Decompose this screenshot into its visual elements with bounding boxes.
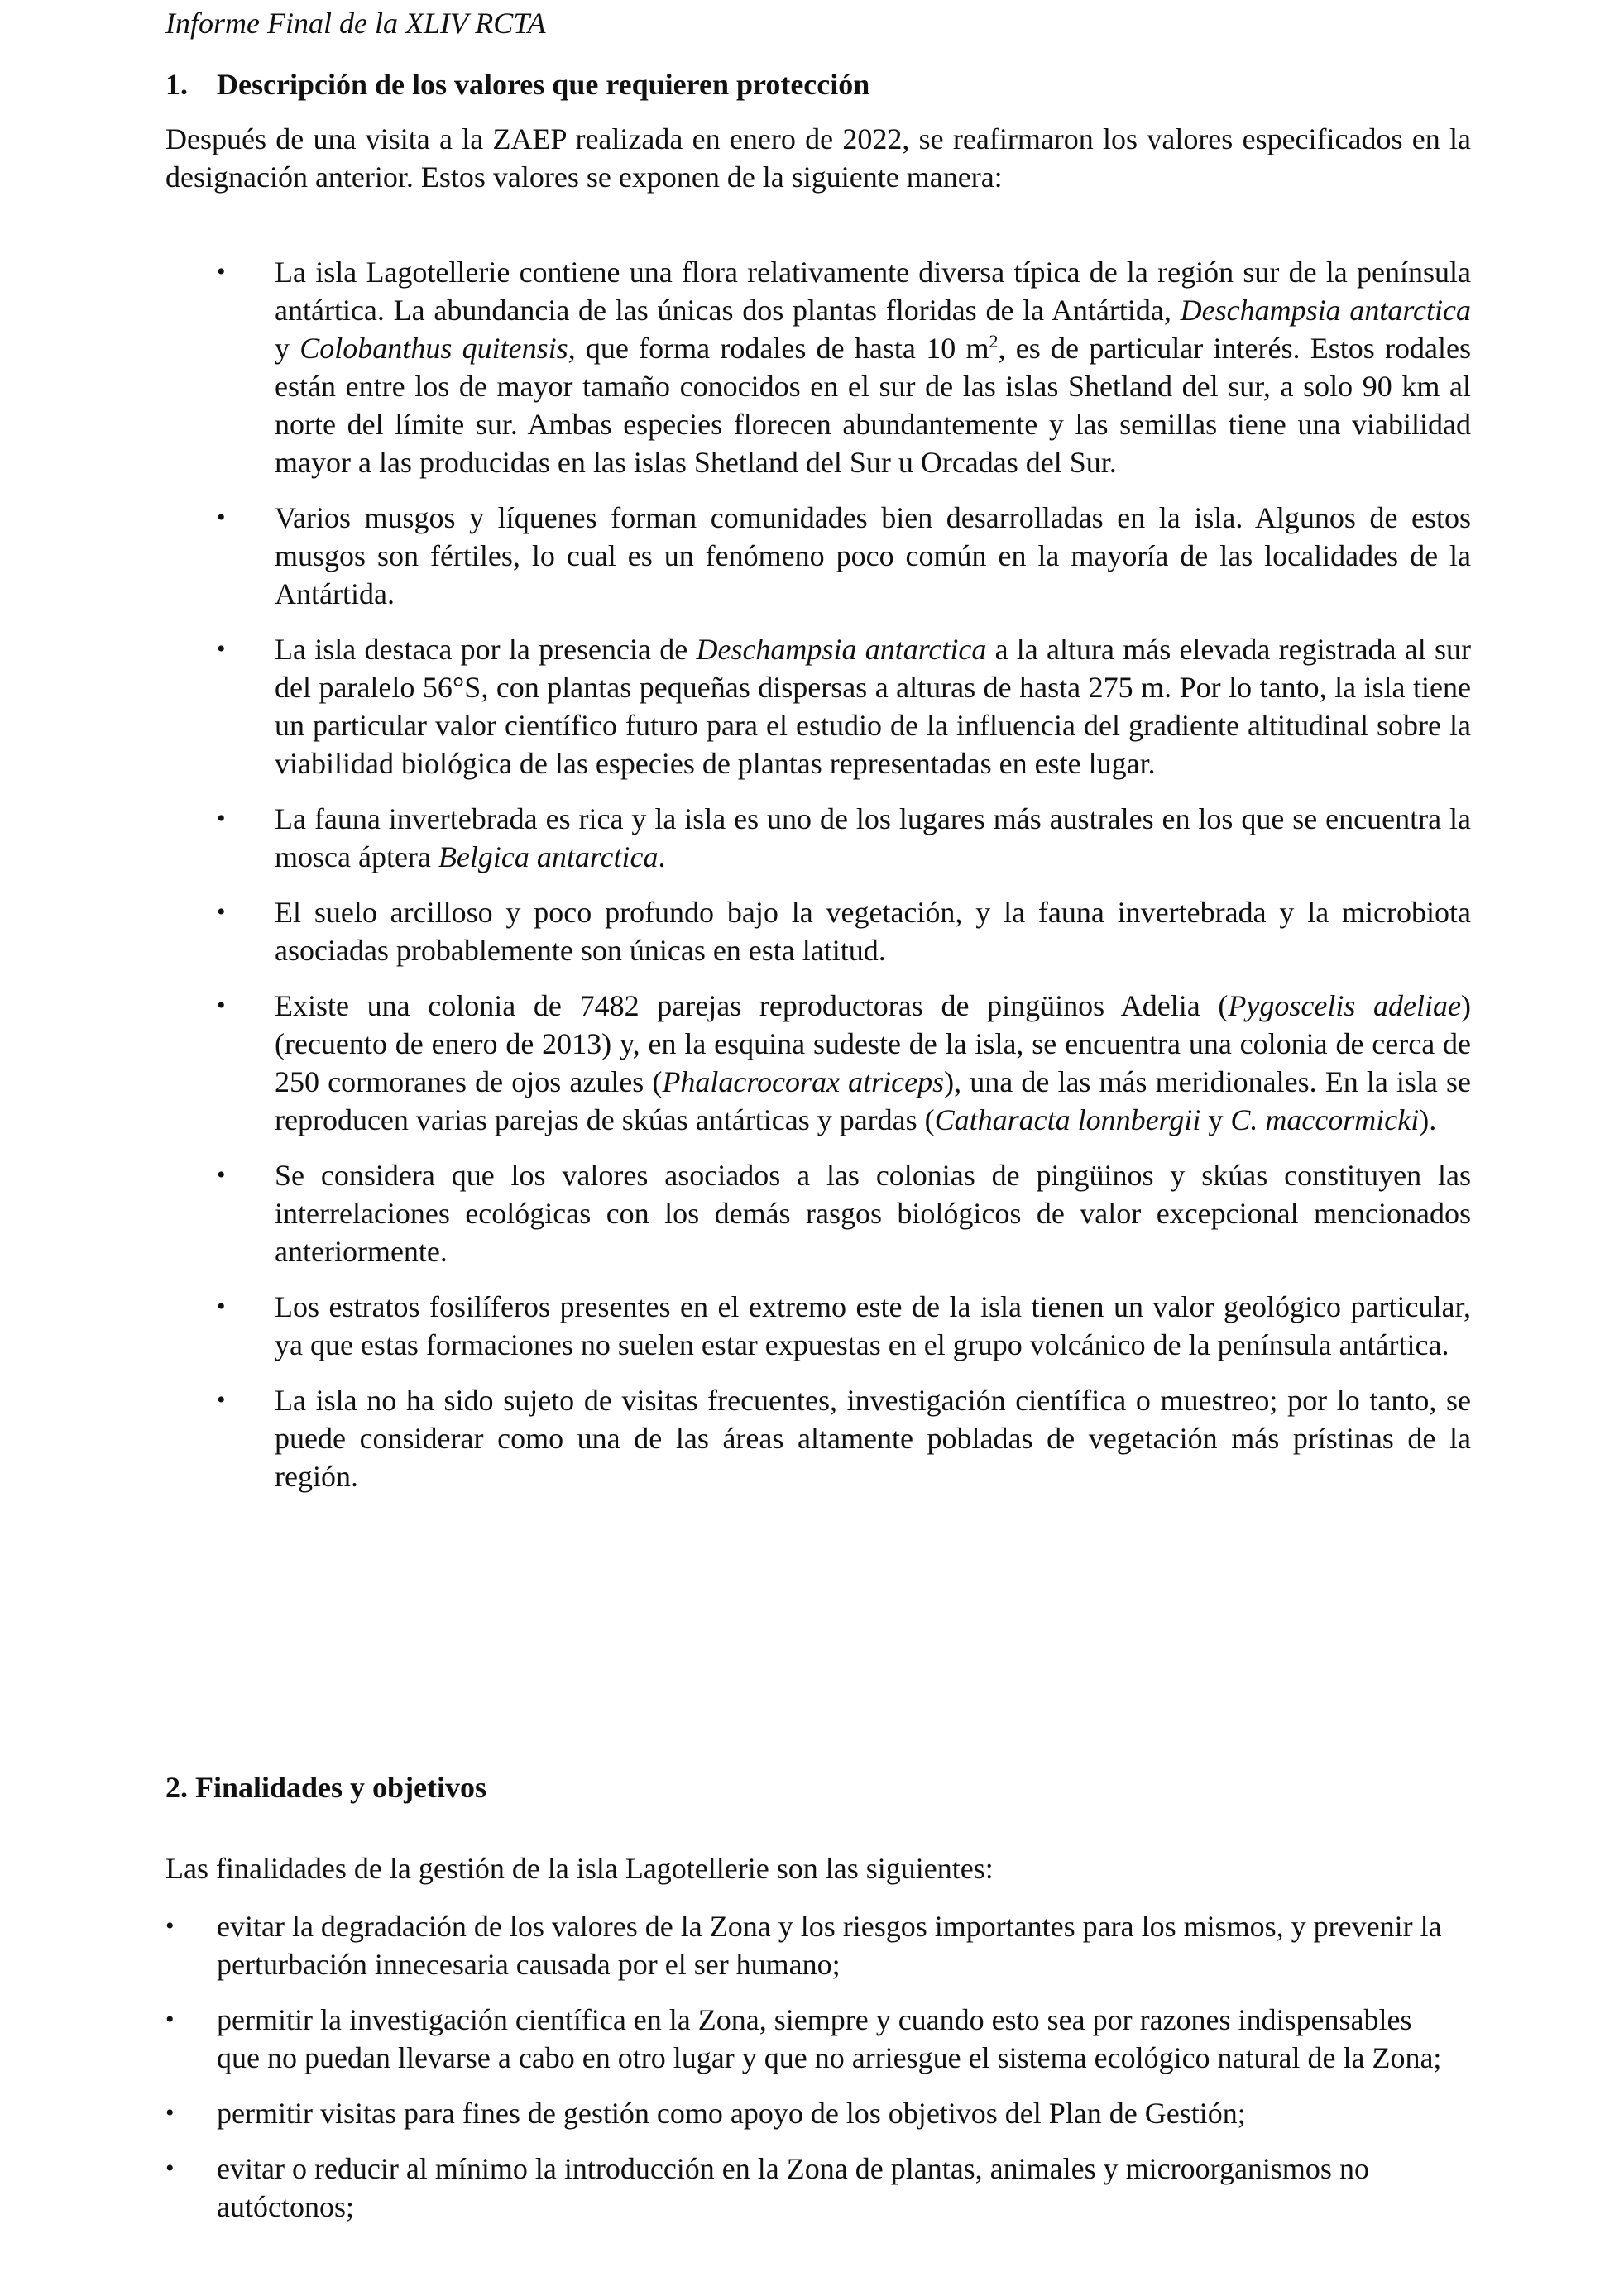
list-item: • El suelo arcilloso y poco profundo bajo la vegetación, y la fauna invertebrada y la microbiota asociadas probablemente son únicas en esta latitud. xyxy=(165,893,1471,969)
section-2-intro: Las finalidades de la gestión de la isla Lagotellerie son las siguientes: xyxy=(165,1852,994,1885)
list-item: • La isla Lagotellerie contiene una flora relativamente diversa típica de la región sur de la península antártica. La abundancia de las únicas dos plantas floridas de la Antártida, Deschampsia antarctica y Colobanthus quitensis, que forma rodales de hasta 10 $m^2$, es de particular interés. Estos rodales están entre los de mayor tamaño conocidos en el sur de las islas Shetland del sur, a solo 90 km al norte del límite sur. Ambas especies florecen abundantemente y las semillas tiene una viabilidad mayor a las producidas en las islas Shetland del Sur u Orcadas del Sur. xyxy=(165,253,1471,481)
bullet-icon: • xyxy=(217,992,226,1019)
values-list xyxy=(165,253,1471,1513)
list-item: • evitar o reducir al mínimo la introducción en la Zona de plantas, animales y microorganismos no autóctonos; xyxy=(165,2150,1456,2226)
running-header: Informe Final de la XLIV RCTA xyxy=(165,7,546,40)
list-item: • Los estratos fosilíferos presentes en el extremo este de la isla tienen un valor geológico particular, ya que estas formaciones no suelen estar expuestas en el grupo volcánico de la península antártica. xyxy=(165,1288,1471,1364)
bullet-icon: • xyxy=(165,1912,175,1940)
species-name: Deschampsia antarctica xyxy=(1180,294,1471,327)
bullet-icon: • xyxy=(165,2006,175,2033)
section-1-intro: Después de una visita a la ZAEP realizada en enero de 2022, se reafirmaron los valores especificados en la designación anterior. Estos valores se exponen de la siguiente manera: xyxy=(165,122,1471,194)
list-item: • permitir la investigación científica en la Zona, siempre y cuando esto sea por razones indispensables que no puedan llevarse a cabo en otro lugar y que no arriesgue el sistema ecológico natural de la Zona; xyxy=(165,2001,1456,2077)
list-item: • La isla destaca por la presencia de Deschampsia antarctica a la altura más elevada registrada al sur del paralelo 56°S, con plantas pequeñas dispersas a alturas de hasta 275 m. Por lo tanto, la isla tiene un particular valor científico futuro para el estudio de la influencia del gradiente altitudinal sobre la viabilidad biológica de las especies de plantas representadas en este lugar. xyxy=(165,630,1471,782)
species-name: Belgica antarctica xyxy=(438,840,659,873)
list-item: • permitir visitas para fines de gestión como apoyo de los objetivos del Plan de Gestión; xyxy=(165,2094,1456,2132)
list-item: • evitar la degradación de los valores de la Zona y los riesgos importantes para los mismos, y prevenir la perturbación innecesaria causada por el ser humano; xyxy=(165,1907,1456,1983)
species-name: Pygoscelis adeliae xyxy=(1228,989,1461,1022)
section-1-number: 1. xyxy=(165,68,188,101)
section-1-title: Descripción de los valores que requieren protección xyxy=(217,68,870,101)
section-1-heading xyxy=(165,66,869,103)
bullet-icon: • xyxy=(217,635,226,662)
bullet-icon: • xyxy=(165,2099,175,2126)
list-item: • Existe una colonia de 7482 parejas reproductoras de pingüinos Adelia (Pygoscelis adeliae) (recuento de enero de 2013) y, en la esquina sudeste de la isla, se encuentra una colonia de cerca de 250 cormoranes de ojos azules (Phalacrocorax atriceps), una de las más meridionales. En la isla se reproducen varias parejas de skúas antárticas y pardas (Catharacta lonnbergii y C. maccormicki). xyxy=(165,987,1471,1139)
list-item: • Varios musgos y líquenes forman comunidades bien desarrolladas en la isla. Algunos de estos musgos son fértiles, lo cual es un fenómeno poco común en la mayoría de las localidades de la Antártida. xyxy=(165,499,1471,613)
species-name: C. maccormicki xyxy=(1230,1103,1420,1136)
bullet-icon: • xyxy=(217,1386,226,1413)
bullet-icon: • xyxy=(217,805,226,832)
bullet-icon: • xyxy=(217,1293,226,1320)
superscript: 2 xyxy=(989,331,999,352)
species-name: Phalacrocorax atriceps xyxy=(662,1065,945,1098)
bullet-icon: • xyxy=(217,258,226,285)
aims-list xyxy=(165,1907,1456,2243)
species-name: Catharacta lonnbergii xyxy=(934,1103,1201,1136)
list-item: • La isla no ha sido sujeto de visitas frecuentes, investigación científica o muestreo; por lo tanto, se puede considerar como una de las áreas altamente pobladas de vegetación más prístinas de la región. xyxy=(165,1381,1471,1495)
list-item: • La fauna invertebrada es rica y la isla es uno de los lugares más australes en los que se encuentra la mosca áptera Belgica antarctica. xyxy=(165,800,1471,876)
list-item: • Se considera que los valores asociados a las colonias de pingüinos y skúas constituyen las interrelaciones ecológicas con los demás rasgos biológicos de valor excepcional mencionados anteriormente. xyxy=(165,1156,1471,1270)
bullet-icon: • xyxy=(217,1161,226,1189)
bullet-icon: • xyxy=(217,898,226,926)
species-name: Colobanthus quitensis, xyxy=(299,332,576,365)
section-2-heading: 2. Finalidades y objetivos xyxy=(165,1771,487,1804)
species-name: Deschampsia antarctica xyxy=(696,633,987,666)
bullet-icon: • xyxy=(217,504,226,531)
bullet-icon: • xyxy=(165,2155,175,2182)
